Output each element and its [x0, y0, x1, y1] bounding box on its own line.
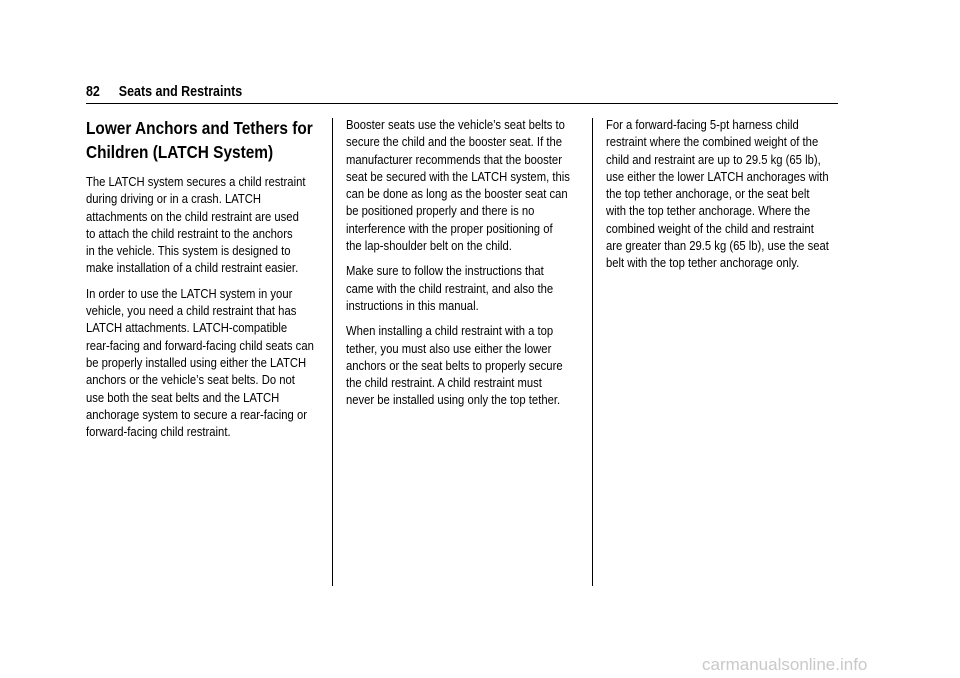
text-line: be properly installed using either the LATCH — [86, 354, 307, 370]
text-line: can be done as long as the booster seat can — [346, 186, 568, 202]
text-line: anchors or the vehicle’s seat belts. Do not — [86, 372, 295, 388]
text-line: use either the lower LATCH anchorages with — [606, 168, 829, 184]
page-number: 82 — [86, 84, 100, 100]
text-line: be positioned properly and there is no — [346, 203, 535, 219]
watermark: carmanualsonline.info — [702, 655, 868, 674]
text-line: attachments on the child restraint are used — [86, 208, 299, 224]
text-line: make installation of a child restraint easier. — [86, 260, 299, 276]
column-3 — [606, 116, 876, 280]
text-line: manufacturer recommends that the booster — [346, 151, 562, 167]
text-line: For a forward-facing 5-pt harness child — [606, 117, 799, 132]
text-line: in the vehicle. This system is designed to — [86, 243, 291, 259]
text-line: In order to use the LATCH system in your — [86, 285, 293, 301]
text-line: came with the child restraint, and also the — [346, 280, 554, 296]
text-line: LATCH attachments. LATCH-compatible — [86, 320, 288, 336]
header-rule — [86, 103, 838, 104]
text-line: anchorage system to secure a rear-facing or — [86, 406, 307, 422]
running-header — [86, 84, 242, 100]
column-1 — [86, 116, 356, 448]
column-divider — [592, 118, 593, 586]
paragraph-latch-intro — [86, 173, 356, 277]
text-line: anchors or the seat belts to properly secure — [346, 357, 563, 373]
text-line: interference with the proper positioning of — [346, 220, 553, 236]
text-line: The LATCH system secures a child restraint — [86, 174, 306, 189]
text-line: instructions in this manual. — [346, 297, 479, 313]
text-line: vehicle, you need a child restraint that has — [86, 303, 297, 319]
text-line: rear-facing and forward-facing child seats can — [86, 337, 314, 353]
text-line: belt with the top tether anchorage only. — [606, 255, 800, 271]
heading-line: Lower Anchors and Tethers for — [86, 118, 313, 138]
text-line: use both the seat belts and the LATCH — [86, 389, 280, 405]
text-line: Make sure to follow the instructions that — [346, 263, 544, 279]
text-line: forward-facing child restraint. — [86, 424, 231, 440]
text-line: the child restraint. A child restraint must — [346, 375, 542, 391]
column-divider — [332, 118, 333, 586]
text-line: are greater than 29.5 kg (65 lb), use the seat — [606, 238, 829, 254]
text-line: the lap-shoulder belt on the child. — [346, 238, 512, 254]
text-line: child and restraint are up to 29.5 kg (65 lb), — [606, 151, 821, 167]
text-line: during driving or in a crash. LATCH — [86, 191, 262, 207]
paragraph-follow-instructions — [346, 262, 616, 314]
text-line: restraint where the combined weight of the — [606, 134, 819, 150]
text-line: Booster seats use the vehicle’s seat belts to — [346, 117, 565, 132]
text-line: secure the child and the booster seat. If the — [346, 134, 562, 150]
text-line: to attach the child restraint to the anchors — [86, 225, 293, 241]
paragraph-latch-usage — [86, 285, 356, 441]
text-line: seat be secured with the LATCH system, this — [346, 168, 570, 184]
paragraph-top-tether — [346, 322, 616, 408]
column-2 — [346, 116, 616, 417]
paragraph-weight-limits — [606, 116, 876, 272]
text-line: combined weight of the child and restraint — [606, 220, 814, 236]
text-line: When installing a child restraint with a top — [346, 323, 554, 339]
text-line: never be installed using only the top tether. — [346, 392, 561, 408]
text-line: tether, you must also use either the lower — [346, 340, 552, 356]
text-line: with the top tether anchorage. Where the — [606, 203, 811, 219]
paragraph-booster-seats — [346, 116, 616, 254]
text-line: the top tether anchorage, or the seat belt — [606, 186, 810, 202]
chapter-title: Seats and Restraints — [118, 84, 243, 100]
section-heading — [86, 116, 356, 164]
heading-line: Children (LATCH System) — [86, 142, 274, 162]
